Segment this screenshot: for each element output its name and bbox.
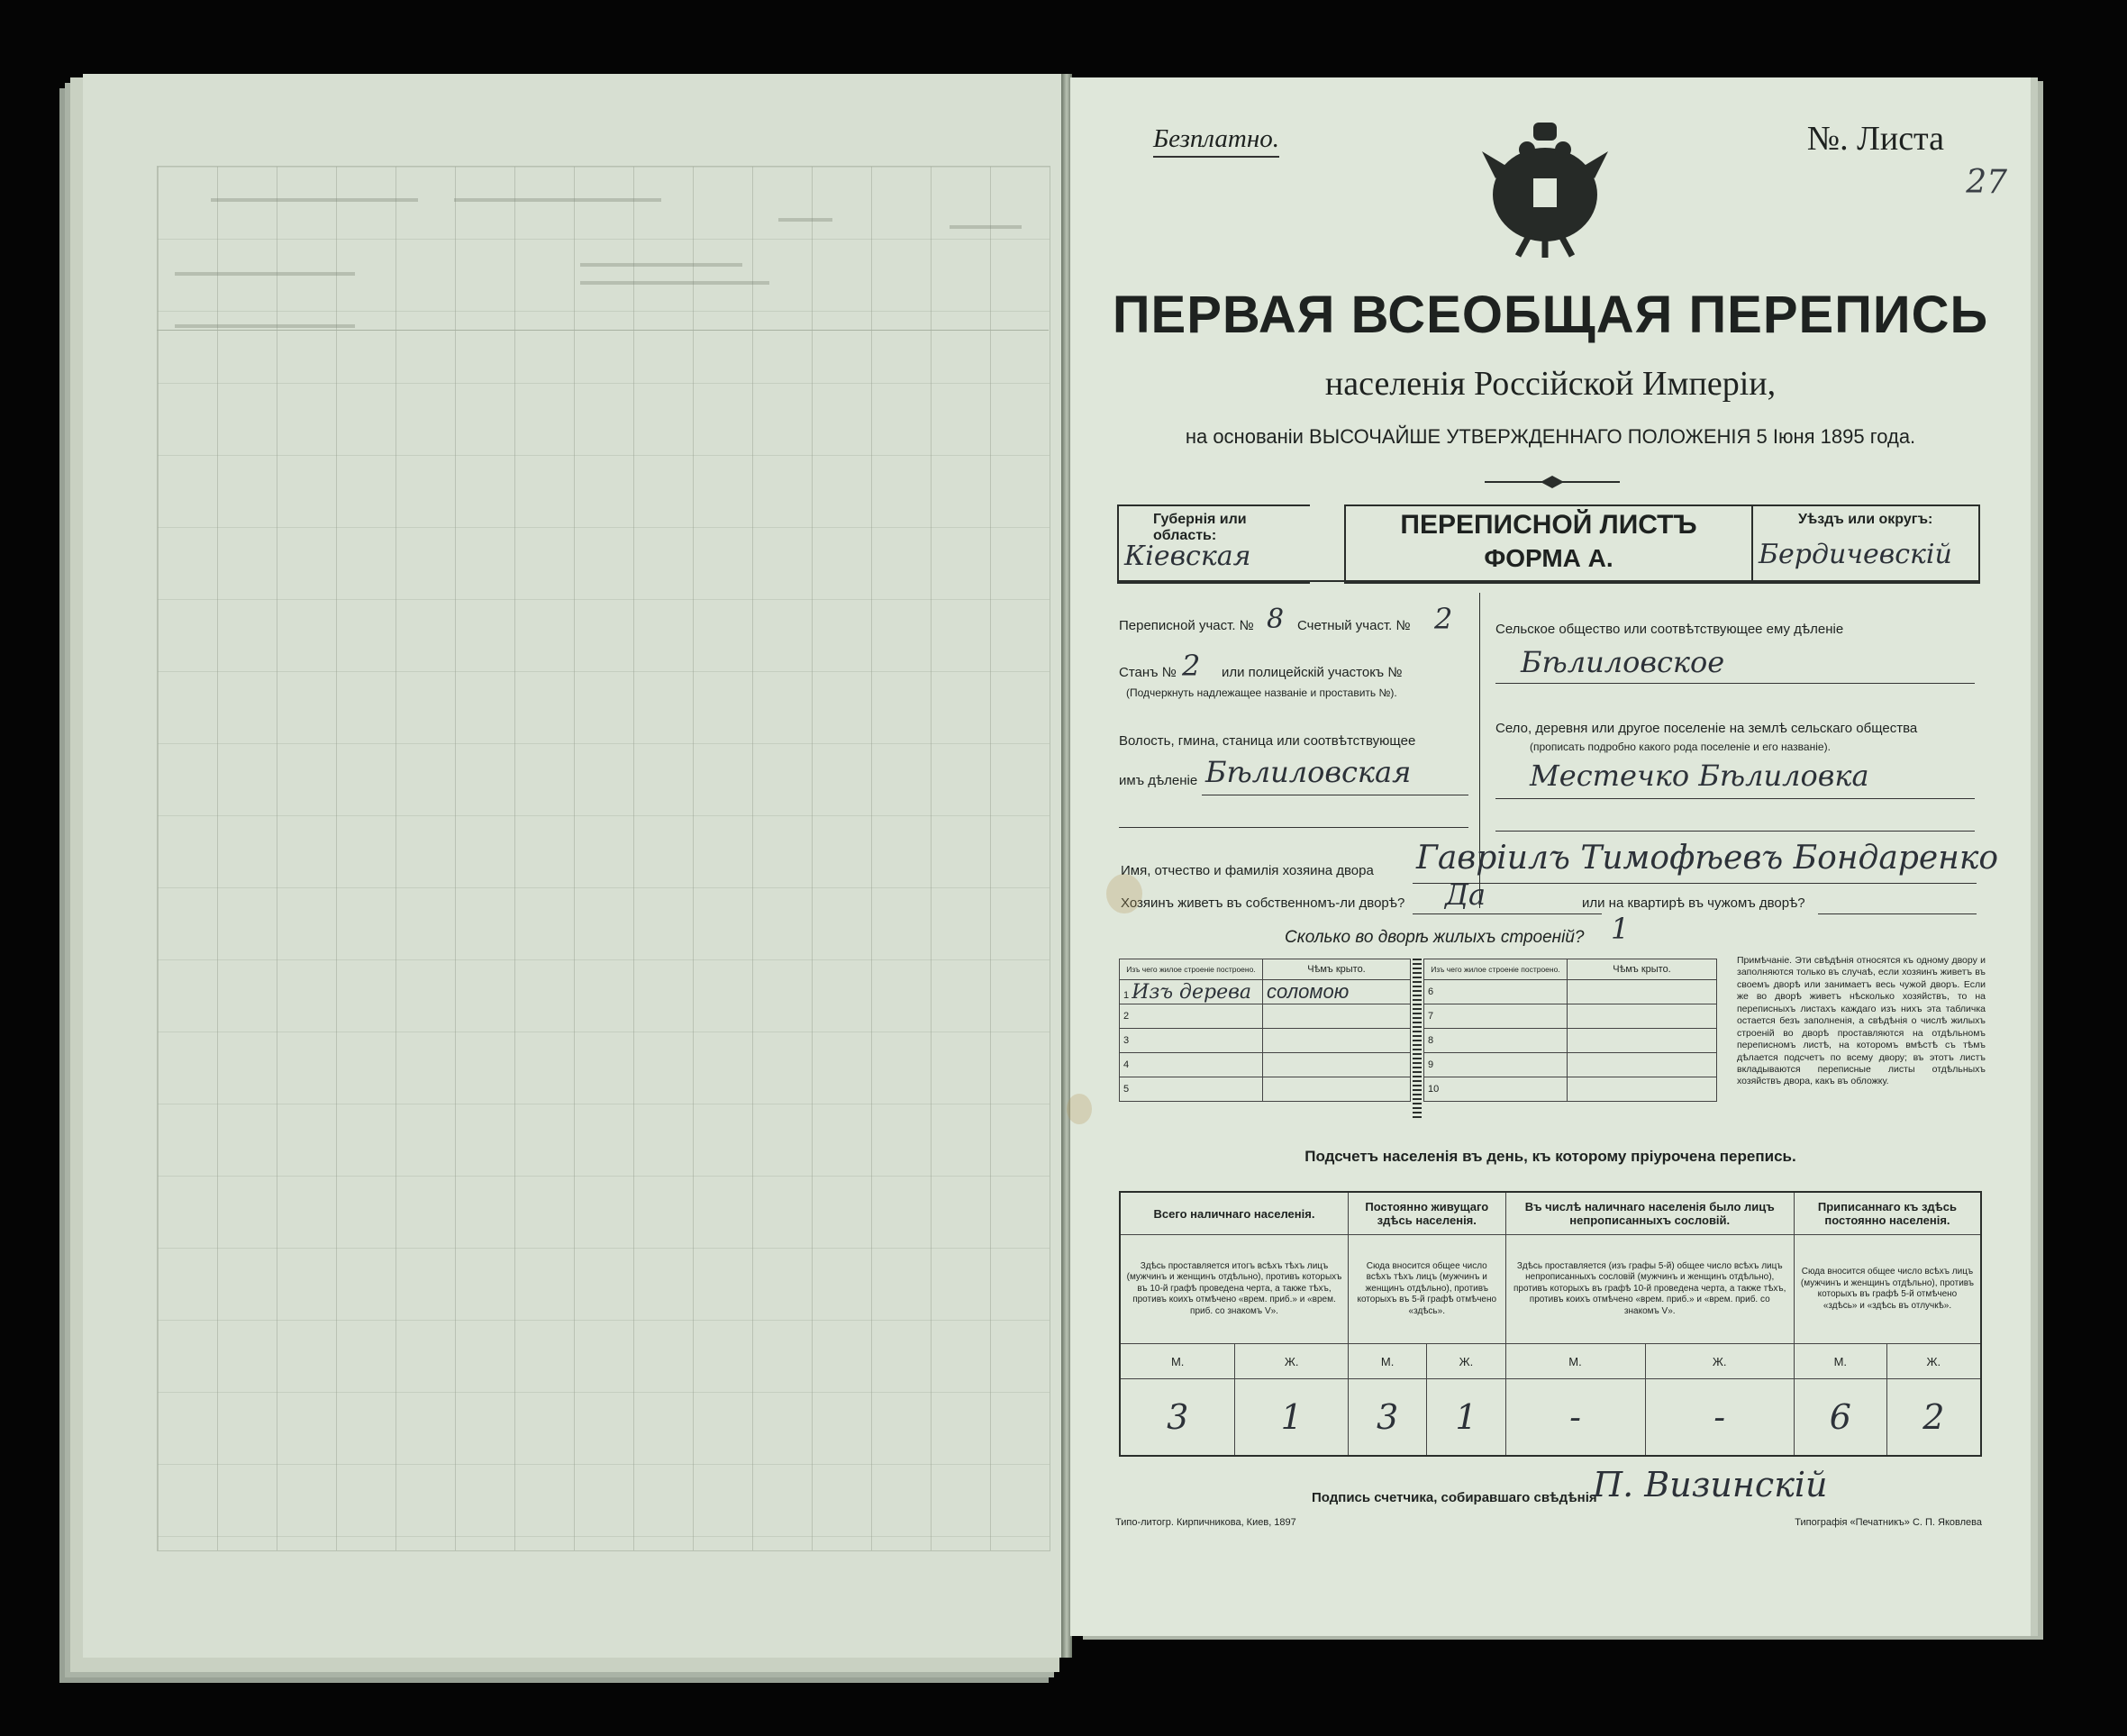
form-subtitle: населенія Россійской Имперіи,	[1324, 365, 1777, 403]
form-title: ПЕРВАЯ ВСЕОБЩАЯ ПЕРЕПИСЬ	[1112, 286, 1989, 344]
uezd-label: Уѣздъ или округъ:	[1798, 512, 1933, 527]
village-value: Местечко Бѣлиловка	[1530, 759, 1869, 793]
signature-label: Подпись счетчика, собиравшаго свѣдѣнія	[1312, 1490, 1597, 1505]
row-num: 6	[1424, 980, 1568, 1004]
buildings-value: 1	[1611, 912, 1630, 946]
col-what-header: Изъ чего жилое строеніе построено.	[1424, 959, 1568, 980]
printer-right: Типографія «Печатникъ» С. П. Яковлева	[1795, 1517, 1982, 1528]
row1-what: Изъ дерева	[1132, 980, 1252, 1004]
stan-suffix: или полицейскій участокъ №	[1222, 665, 1403, 680]
col2-desc: Сюда вносится общее число всѣхъ тѣхъ лицъ (мужчинъ и женщинъ отдѣльно), противъ которыхъ въ 5-й графѣ отмѣчено «здѣсь».	[1349, 1235, 1506, 1344]
col-what-header: Изъ чего жилое строеніе построено.	[1120, 959, 1263, 980]
ornament-divider	[1485, 476, 1620, 488]
count-cell: 3	[1120, 1379, 1235, 1457]
male-header: М.	[1120, 1344, 1235, 1379]
owner-value: Гаврiилъ Тимофѣевъ Бондаренко	[1416, 840, 1999, 877]
female-header: Ж.	[1886, 1344, 1981, 1379]
village-label: Село, деревня или другое поселеніе на землѣ сельскаго общества	[1495, 721, 1918, 736]
female-header: Ж.	[1427, 1344, 1505, 1379]
row-num: 4	[1120, 1053, 1263, 1077]
row1-roof: соломою	[1263, 980, 1411, 1004]
stan-label: Станъ №	[1119, 665, 1177, 680]
census-section-value: 8	[1267, 604, 1285, 635]
male-header: М.	[1349, 1344, 1427, 1379]
uezd-box	[1753, 504, 1980, 584]
form-sheet-label: ПЕРЕПИСНОЙ ЛИСТЪ	[1400, 510, 1697, 540]
buildings-table-right	[1423, 959, 1717, 1102]
row-num: 7	[1424, 1004, 1568, 1029]
own-yard-value: Да	[1445, 877, 1486, 912]
col1-title: Всего наличнаго населенія.	[1120, 1192, 1349, 1235]
count-cell: 1	[1427, 1379, 1505, 1457]
col-roof-header: Чѣмъ крыто.	[1568, 959, 1717, 980]
col4-title: Приписаннаго къ здѣсь постоянно населенія.	[1794, 1192, 1981, 1235]
volost-label: Волость, гмина, станица или соотвѣтствующее	[1119, 733, 1416, 749]
count-cell: -	[1645, 1379, 1794, 1457]
society-label: Сельское общество или соотвѣтствующее ему дѣленіе	[1495, 622, 1844, 637]
col1-desc: Здѣсь проставляется итогъ всѣхъ тѣхъ лицъ (мужчинъ и женщинъ отдѣльно), противъ которыхъ въ 10-й графѣ проведена черта, а также тѣхъ, противъ коихъ отмѣчено «врем. приб.» и «врем. приб. со знакомъ V».	[1120, 1235, 1349, 1344]
population-count-table	[1119, 1191, 1982, 1457]
free-label: Безплатно.	[1153, 124, 1279, 158]
row-num: 3	[1120, 1029, 1263, 1053]
imperial-eagle-emblem	[1477, 115, 1613, 259]
male-header: М.	[1505, 1344, 1645, 1379]
own-yard-label: Хозяинъ живетъ въ собственномъ-ли дворѣ?	[1121, 895, 1405, 911]
enumerator-signature: П. Визинскій	[1593, 1465, 1828, 1504]
male-header: М.	[1794, 1344, 1886, 1379]
buildings-note: Примѣчаніе. Эти свѣдѣнія относятся къ одному двору и заполняются только въ случаѣ, если хозяинъ живетъ въ своемъ дворѣ или занимаетъ весь чужой дворъ. Если же во дворѣ живетъ нѣсколько хозяйствъ, то на переписныхъ листахъ каждаго изъ нихъ эта табличка остается безъ заполненія, а свѣдѣнія о числѣ жилыхъ строеній во дворѣ проставляются на отдѣльномъ переписномъ листѣ, на которомъ вмѣстѣ съ тѣмъ дѣлается подсчетъ по всему двору; въ этотъ листъ вкладываются переписные листы отдѣльныхъ хозяйствъ двора, какъ въ обложку.	[1737, 955, 1986, 1087]
row-num: 8	[1424, 1029, 1568, 1053]
col2-title: Постоянно живущаго здѣсь населенія.	[1349, 1192, 1506, 1235]
row-num: 2	[1120, 1004, 1263, 1029]
col-roof-header: Чѣмъ крыто.	[1263, 959, 1411, 980]
col4-desc: Сюда вносится общее число всѣхъ лицъ (мужчинъ и женщинъ отдѣльно), противъ которыхъ въ графѣ 5-й отмѣчено «здѣсь» и «здѣсь въ отлучкѣ».	[1794, 1235, 1981, 1344]
printer-left: Типо-литогр. Кирпичникова, Киев, 1897	[1115, 1517, 1296, 1528]
society-value: Бѣлиловское	[1521, 645, 1725, 679]
count-section-label: Счетный участ. №	[1297, 618, 1411, 633]
stan-value: 2	[1182, 649, 1201, 683]
left-grid-header	[157, 166, 1049, 331]
form-type-label: ФОРМА А.	[1484, 544, 1613, 572]
buildings-label: Сколько во дворѣ жилыхъ строеній?	[1285, 928, 1585, 947]
form-type-box	[1344, 504, 1753, 584]
volost-label-2: имъ дѣленіе	[1119, 773, 1198, 788]
population-heading: Подсчетъ населенія въ день, къ которому пріурочена перепись.	[1304, 1148, 1796, 1165]
left-grid-table	[157, 166, 1050, 1551]
count-section-value: 2	[1434, 602, 1453, 636]
table-hatch	[1413, 959, 1422, 1121]
gubernia-box	[1117, 504, 1310, 584]
rent-label: или на квартирѣ въ чужомъ дворѣ?	[1582, 895, 1805, 911]
count-cell: 3	[1349, 1379, 1427, 1457]
paper-stain	[1106, 874, 1142, 913]
row-num: 9	[1424, 1053, 1568, 1077]
count-cell: -	[1505, 1379, 1645, 1457]
gubernia-value: Кіевская	[1124, 541, 1251, 572]
count-cell: 6	[1794, 1379, 1886, 1457]
row-num: 5	[1120, 1077, 1263, 1102]
row-num: 1	[1123, 989, 1130, 1001]
stan-note: (Подчеркнуть надлежащее названіе и проставить №).	[1126, 686, 1397, 699]
left-page	[83, 74, 1063, 1658]
count-cell: 2	[1886, 1379, 1981, 1457]
count-cell: 1	[1235, 1379, 1349, 1457]
uezd-value: Бердичевскій	[1759, 539, 1952, 570]
female-header: Ж.	[1235, 1344, 1349, 1379]
legal-basis: на основаніи ВЫСОЧАЙШЕ УТВЕРЖДЕННАГО ПОЛОЖЕНІЯ 5 Іюня 1895 года.	[1185, 425, 1916, 448]
gubernia-label: Губернія или область:	[1153, 512, 1247, 543]
owner-label: Имя, отчество и фамилія хозяина двора	[1121, 863, 1374, 878]
sheet-number-label: №. Листа	[1806, 120, 1944, 158]
row-num: 10	[1424, 1077, 1568, 1102]
buildings-table-left	[1119, 959, 1411, 1102]
col3-desc: Здѣсь проставляется (изъ графы 5-й) общее число всѣхъ лицъ непрописанныхъ сословій (мужчинъ и женщинъ отдѣльно), противъ которыхъ въ графѣ 10-й проведена черта, а также тѣхъ, противъ коихъ отмѣчено «врем. приб.» и «врем. приб. со знакомъ V».	[1505, 1235, 1794, 1344]
col3-title: Въ числѣ наличнаго населенія было лицъ непрописанныхъ сословій.	[1505, 1192, 1794, 1235]
volost-value: Бѣлиловская	[1205, 755, 1412, 789]
header-rule	[1117, 580, 1980, 582]
sheet-number-handwritten: 27	[1966, 164, 2007, 201]
village-note: (прописать подробно какого рода поселеніе и его названіе).	[1530, 741, 1831, 753]
census-section-label: Переписной участ. №	[1119, 618, 1254, 633]
census-form-page	[1070, 77, 2031, 1636]
female-header: Ж.	[1645, 1344, 1794, 1379]
paper-stain	[1067, 1094, 1092, 1124]
